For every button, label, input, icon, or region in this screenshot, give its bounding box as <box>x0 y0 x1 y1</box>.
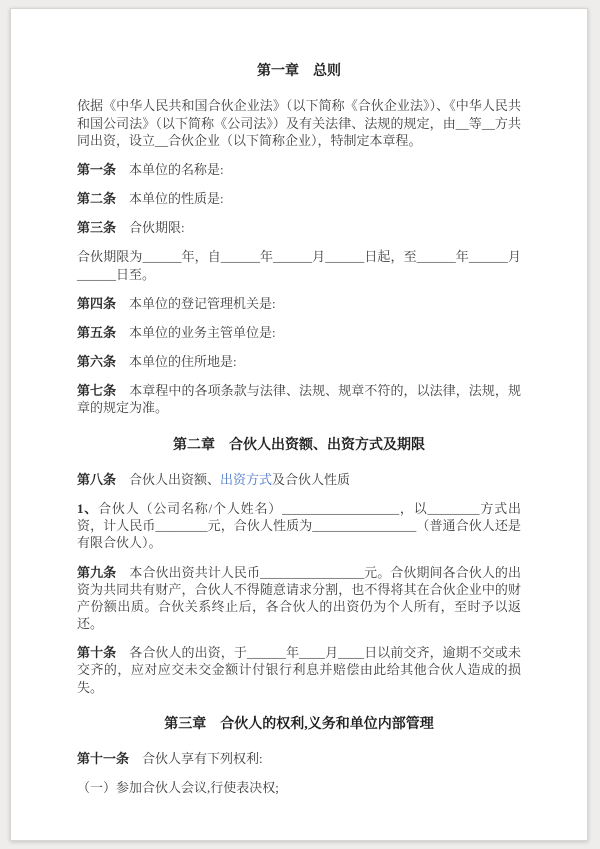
clause-label: 第七条 <box>77 383 130 399</box>
clause-paragraph: 第十条 各合伙人的出资，于______年____月____日以前交齐，逾期不交或未交齐的，应对应交未交金额计付银行利息并赔偿由此给其他合伙人造成的损失。 <box>77 645 521 695</box>
clause-label: 第四条 <box>77 295 130 311</box>
clause-paragraph: 第七条 本章程中的各项条款与法律、法规、规章不符的，以法律，法规，规章的规定为准。 <box>77 383 521 416</box>
clause-label: 第九条 <box>77 564 130 580</box>
clause-label: 1、 <box>77 501 99 517</box>
link-chuzi-fangshi[interactable]: 出资方式 <box>220 471 273 487</box>
clause-paragraph: 第六条 本单位的住所地是: <box>77 354 237 370</box>
chapter-heading: 第一章 总则 <box>257 64 341 79</box>
document-page <box>10 8 588 841</box>
clause-paragraph: 第二条 本单位的性质是: <box>77 191 224 207</box>
clause-label: 第八条 <box>77 471 130 487</box>
clause-paragraph: 第四条 本单位的登记管理机关是: <box>77 295 276 311</box>
clause-paragraph: 第九条 本合伙出资共计人民币________________元。合伙期间各合伙人的出资为共同共有财产，合伙人不得随意请求分割，也不得将其在合伙企业中的财产份额出质。合伙关系终止后，各合伙人的出资仍为个人所有，至时予以返还。 <box>77 564 521 632</box>
paragraph: 依据《中华人民共和国合伙企业法》（以下简称《合伙企业法》）、《中华人民共和国公司法》（以下简称《公司法》）及有关法律、法规的规定，由__等__方共同出资，设立__合伙企业（以下简称企业），特制定本章程。 <box>77 98 521 148</box>
paragraph: （一）参加合伙人会议,行使表决权; <box>77 780 279 796</box>
clause-label: 第六条 <box>77 354 130 370</box>
clause-paragraph: 第五条 本单位的业务主管单位是: <box>77 324 276 340</box>
clause-label: 第三条 <box>77 220 130 236</box>
clause-paragraph: 1、合伙人（公司名称/个人姓名）__________________，以________方式出资，计人民币________元，合伙人性质为________________（普通合伙人还是有限合伙人）。 <box>77 501 521 551</box>
clause-label: 第一条 <box>77 161 130 177</box>
clause-label: 第二条 <box>77 191 130 207</box>
paragraph: 合伙期限为______年，自______年______月______日起，至______年______月______日至。 <box>77 249 521 282</box>
chapter-heading: 第二章 合伙人出资额、出资方式及期限 <box>173 437 425 453</box>
clause-label: 第五条 <box>77 324 130 340</box>
clause-paragraph: 第一条 本单位的名称是: <box>77 161 224 177</box>
document-content <box>77 63 521 796</box>
clause-paragraph: 第八条 合伙人出资额、出资方式及合伙人性质 <box>77 471 351 487</box>
clause-label: 第十条 <box>77 645 130 661</box>
chapter-heading: 第三章 合伙人的权利,义务和单位内部管理 <box>164 716 434 732</box>
clause-paragraph: 第三条 合伙期限: <box>77 220 185 236</box>
clause-label: 第十一条 <box>77 751 143 767</box>
clause-paragraph: 第十一条 合伙人享有下列权利: <box>77 751 263 767</box>
